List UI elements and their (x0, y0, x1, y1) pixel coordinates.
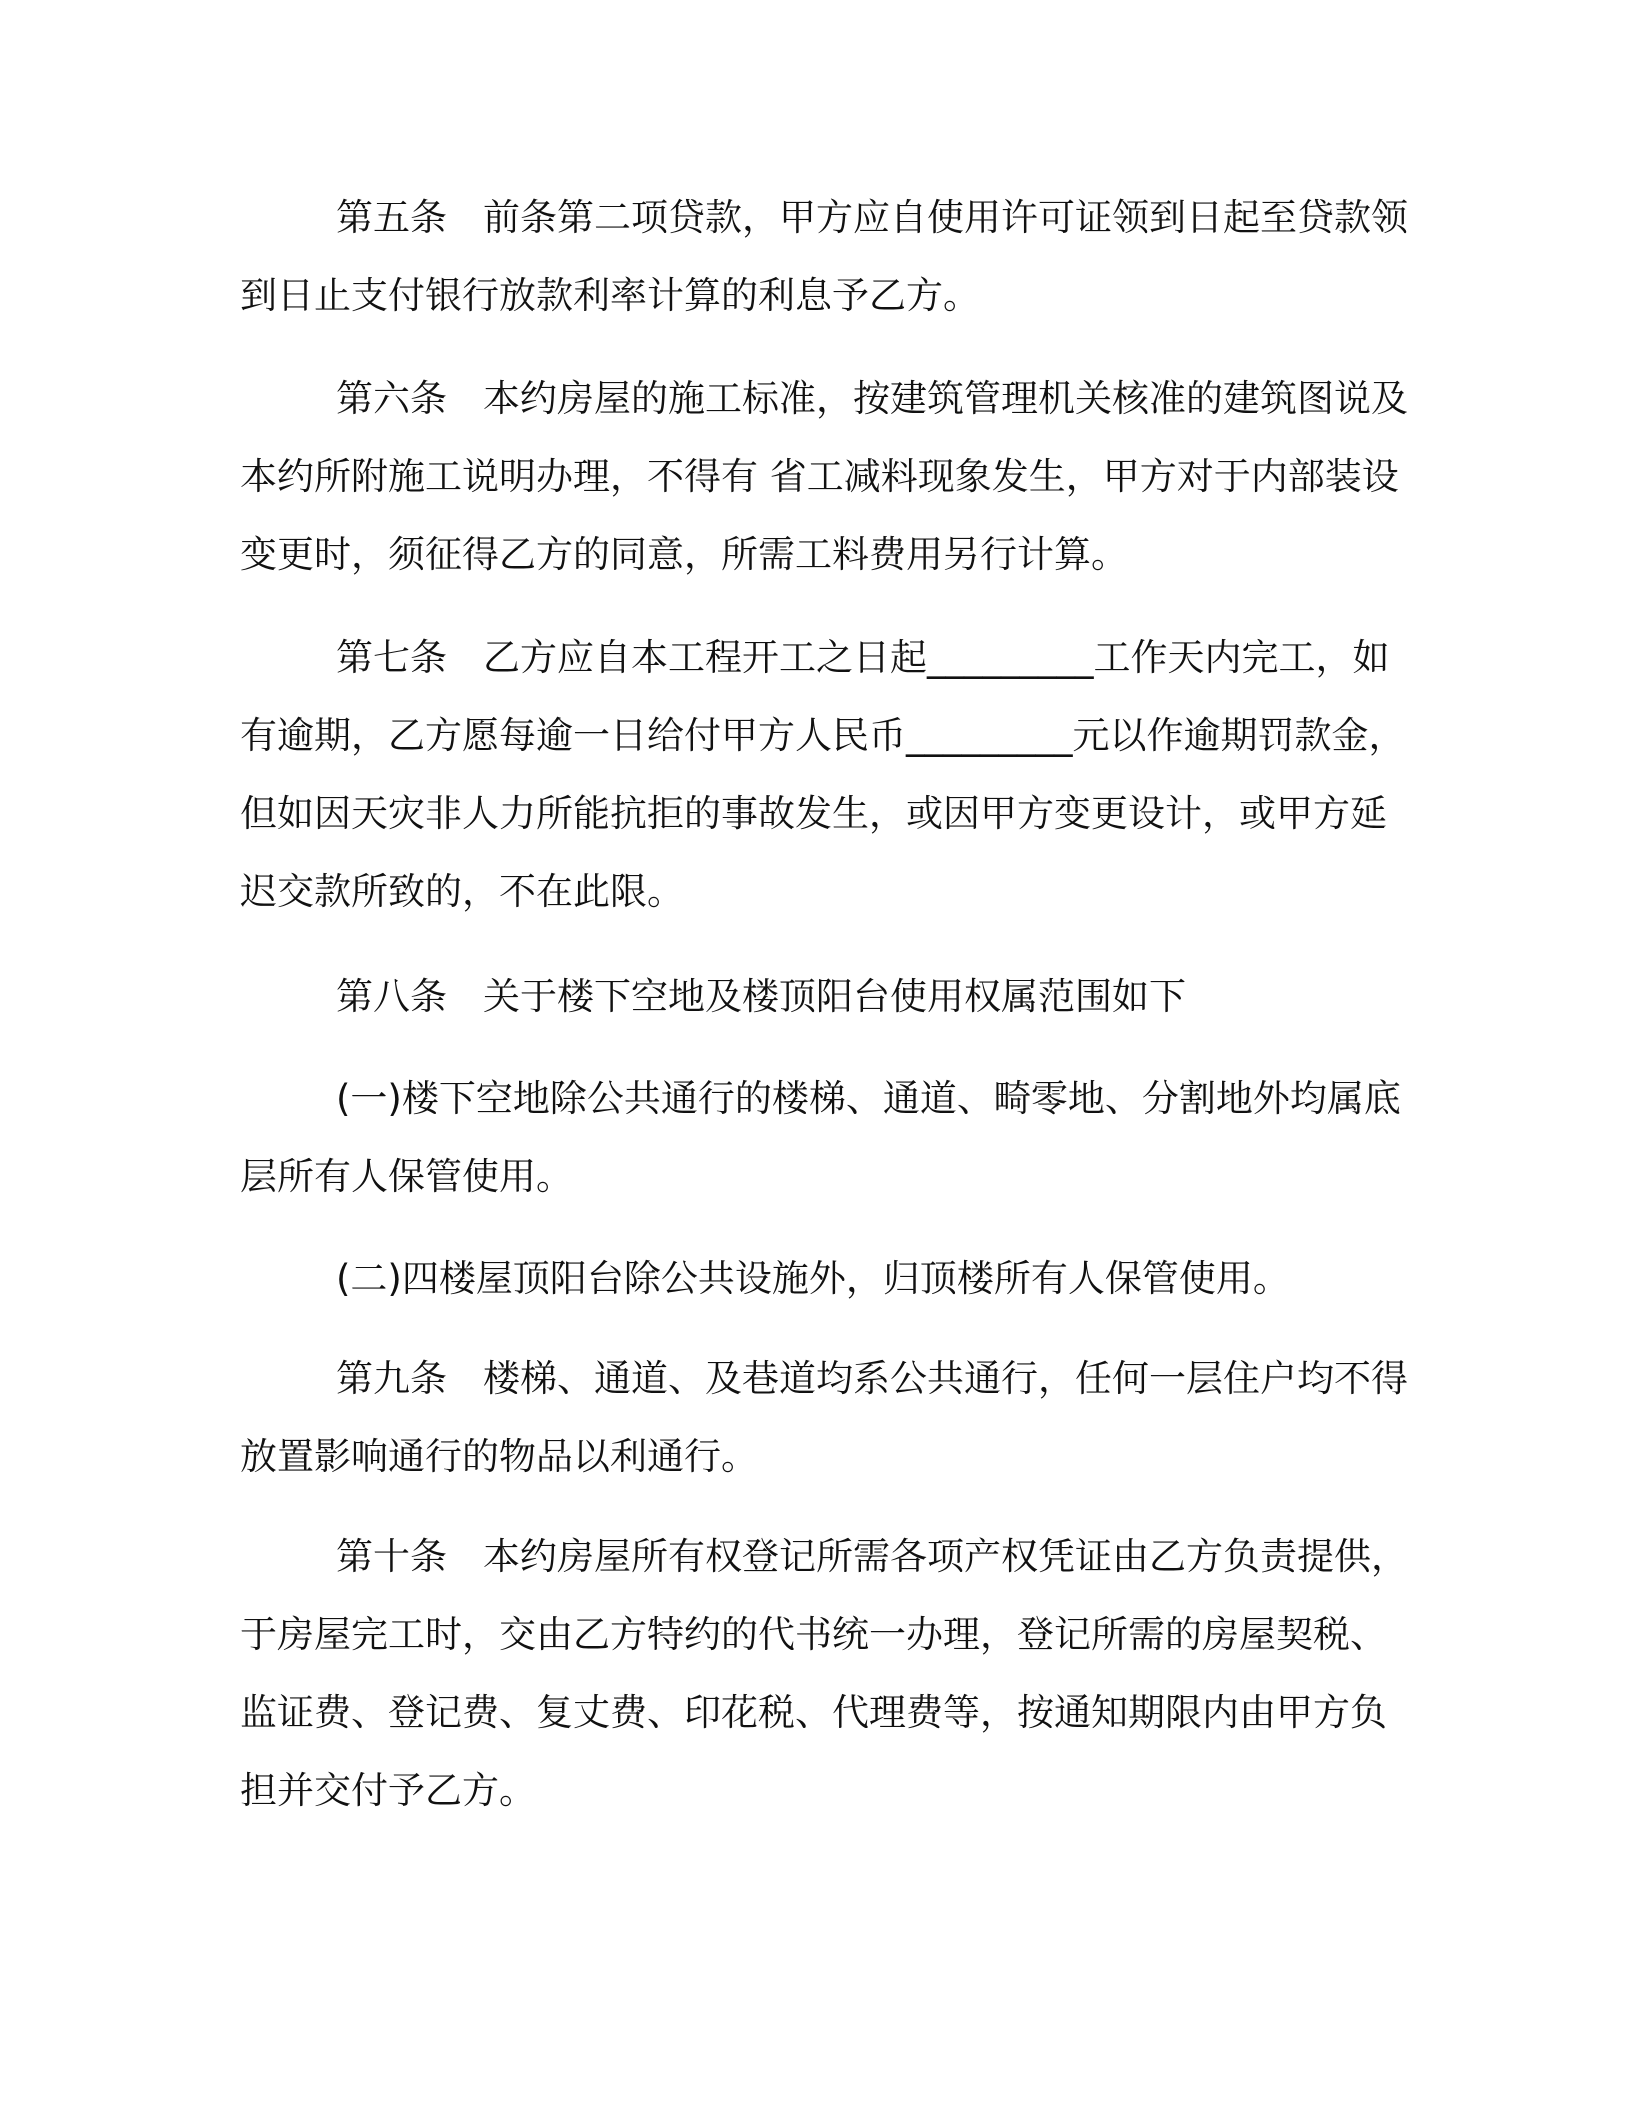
article-8-text: 关于楼下空地及楼顶阳台使用权属范围如下 (483, 975, 1186, 1018)
article-10-number: 第十条 (336, 1535, 447, 1578)
article-9 (240, 1340, 1408, 1496)
article-9-number: 第九条 (336, 1357, 447, 1400)
article-7-number: 第七条 (336, 636, 447, 679)
article-8-item-2: (二)四楼屋顶阳台除公共设施外，归顶楼所有人保管使用。 (336, 1257, 1290, 1300)
article-6-text: 本约房屋的施工标准，按建筑管理机关核准的建筑图说及本约所附施工说明办理，不得有 省工减料现象发生，甲方对于内部装设变更时，须征得乙方的同意，所需工料费用另行计算。 (240, 377, 1408, 576)
article-5-number: 第五条 (336, 196, 447, 239)
article-5 (240, 179, 1408, 335)
article-6 (240, 360, 1408, 594)
article-10-text: 本约房屋所有权登记所需各项产权凭证由乙方负责提供，于房屋完工时，交由乙方特约的代书统一办理，登记所需的房屋契税、监证费、登记费、复丈费、印花税、代理费等，按通知期限内由甲方负担并交付予乙方。 (240, 1535, 1408, 1812)
article-8-number: 第八条 (336, 975, 447, 1018)
article-6-number: 第六条 (336, 377, 447, 420)
article-10 (240, 1518, 1408, 1830)
article-8 (240, 958, 1408, 1036)
article-7 (240, 619, 1408, 931)
article-5-text: 前条第二项贷款，甲方应自使用许可证领到日起至贷款领到日止支付银行放款利率计算的利息予乙方。 (240, 196, 1408, 317)
article-8-item-1: (一)楼下空地除公共通行的楼梯、通道、畸零地、分割地外均属底层所有人保管使用。 (240, 1077, 1401, 1198)
article-7-text: 乙方应自本工程开工之日起_________工作天内完工，如有逾期，乙方愿每逾一日给付甲方人民币_________元以作逾期罚款金，但如因天灾非人力所能抗拒的事故发生，或因甲方变更设计，或甲方延迟交款所致的，不在此限。 (240, 636, 1406, 913)
article-9-text: 楼梯、通道、及巷道均系公共通行，任何一层住户均不得放置影响通行的物品以利通行。 (240, 1357, 1408, 1478)
